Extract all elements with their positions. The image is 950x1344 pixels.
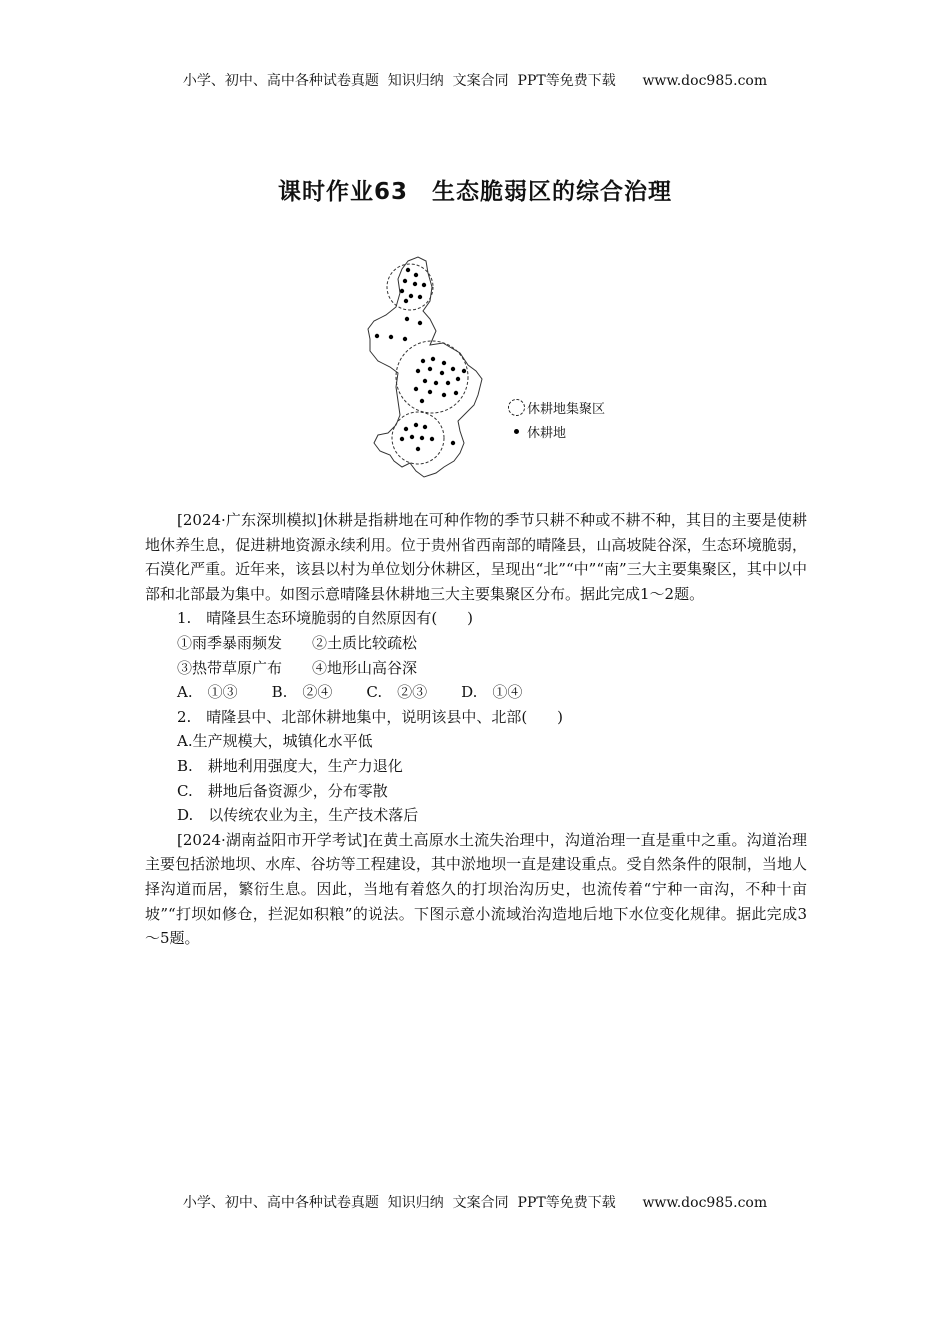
question-2-option-c: C. 耕地后备资源少，分布零散 xyxy=(177,781,388,800)
fallow-points xyxy=(375,268,466,451)
legend-point xyxy=(505,419,605,443)
header-banner: 小学、初中、高中各种试卷真题 知识归纳 文案合同 PPT等免费下载 www.doc985.com xyxy=(182,73,768,89)
choice-a: A. ①③ xyxy=(177,683,238,702)
question-2-stem: 2. 晴隆县中、北部休耕地集中，说明该县中、北部( ) xyxy=(177,707,564,726)
choice-b: B. ②④ xyxy=(271,683,333,702)
passage-1: [2024·广东深圳模拟]休耕是指耕地在可种作物的季节只耕不种或不耕不种，其目的主要是使耕地休养生息，促进耕地资源永续利用。位于贵州省西南部的晴隆县，山高坡陡谷深，生态环境脆弱，石漠化严重。近年来，该县以村为单位划分休耕区，呈现出“北”“中”“南”三大主要集聚区，其中以中部和北部最为集中。如图示意晴隆县休耕地三大主要集聚区分布。据此完成1～2题。 xyxy=(145,511,807,603)
choice-d: D. ①④ xyxy=(461,683,523,702)
legend-cluster xyxy=(505,395,605,419)
question-1-stem: 1. 晴隆县生态环境脆弱的自然原因有( ) xyxy=(177,609,474,628)
page-title: 课时作业63 生态脆弱区的综合治理 xyxy=(277,179,672,205)
question-2-option-b: B. 耕地利用强度大，生产力退化 xyxy=(177,756,403,775)
legend-cluster-label: 休耕地集聚区 xyxy=(527,401,606,417)
question-body xyxy=(145,508,807,951)
question-1-item-1: ①雨季暴雨频发 ②土质比较疏松 xyxy=(177,633,418,652)
dashed-circle-icon xyxy=(505,399,527,416)
passage-2: [2024·湖南益阳市开学考试]在黄土高原水土流失治理中，沟道治理一直是重中之重。沟道治理主要包括淤地坝、水库、谷坊等工程建设，其中淤地坝一直是建设重点。受自然条件的限制，当地人择沟道而居，繁衍生息。因此，当地有着悠久的打坝治沟历史，也流传着“宁种一亩沟，不种十亩坡”“打坝如修仓，拦泥如积粮”的说法。下图示意小流域治沟造地后地下水位变化规律。据此完成3～5题。 xyxy=(145,830,807,948)
question-1-item-2: ③热带草原广布 ④地形山高谷深 xyxy=(177,658,418,677)
map-legend xyxy=(505,395,605,443)
question-2-option-a: A.生产规模大，城镇化水平低 xyxy=(177,732,373,751)
question-1-choices xyxy=(145,680,807,705)
county-boundary xyxy=(368,257,482,477)
county-map xyxy=(360,255,630,480)
dot-icon xyxy=(505,429,527,434)
choice-c: C. ②③ xyxy=(366,683,428,702)
cluster-south xyxy=(392,412,444,464)
question-2-option-d: D. 以传统农业为主，生产技术落后 xyxy=(177,806,419,825)
legend-point-label: 休耕地 xyxy=(527,425,567,441)
footer-banner: 小学、初中、高中各种试卷真题 知识归纳 文案合同 PPT等免费下载 www.doc985.com xyxy=(182,1195,768,1211)
